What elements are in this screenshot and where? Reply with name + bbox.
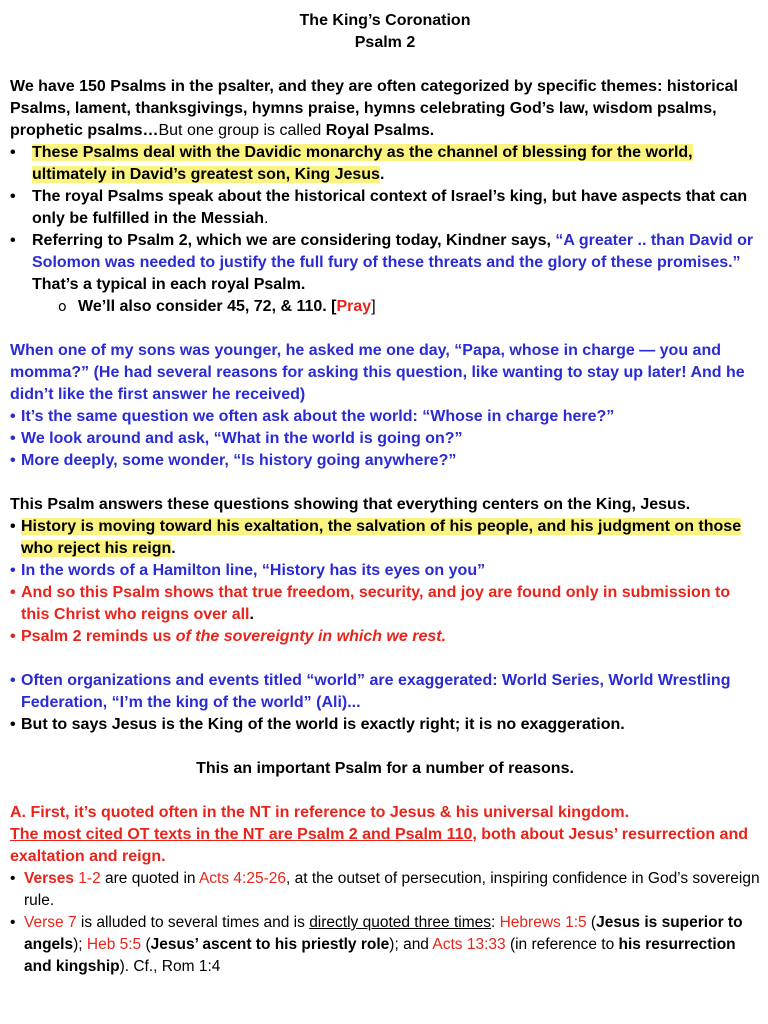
- list-item-text: We’ll also consider 45, 72, & 110. [: [78, 298, 337, 315]
- list-item-text: ). Cf., Rom 1:4: [119, 958, 221, 975]
- bold-text: Jesus is superior to angels: [24, 914, 743, 953]
- page-title: The King’s Coronation: [299, 12, 471, 29]
- list-item-text: , at the outset of persecution, inspiring confidence in God’s sovereign rule.: [24, 870, 760, 909]
- scripture-reference: Hebrews 1:5: [499, 914, 587, 931]
- list-item: [10, 230, 760, 296]
- pray-label: Pray: [336, 298, 372, 315]
- world-bullets: [10, 670, 760, 736]
- bold-text: Jesus’ ascent to his priestly role: [150, 936, 390, 953]
- bullet-icon: •: [10, 716, 16, 733]
- hamilton-quote: In the words of a Hamilton line, “History has its eyes on you”: [21, 562, 486, 579]
- list-item: [10, 912, 760, 978]
- list-item: [10, 516, 760, 560]
- kidner-quote: “A greater .. than David or Solomon was needed to justify the full fury of these threats and the glory of these promises.”: [32, 232, 754, 271]
- scripture-reference: Heb 5:5: [86, 936, 142, 953]
- list-item-text: More deeply, some wonder, “Is history going anywhere?”: [21, 452, 457, 469]
- bullet-icon: •: [10, 672, 16, 689]
- list-item: [10, 582, 760, 626]
- list-item-text: Referring to Psalm 2, which we are considering today, Kindner says,: [32, 232, 556, 249]
- bullet-icon: •: [10, 408, 16, 425]
- story-paragraph: When one of my sons was younger, he asked me one day, “Papa, whose in charge — you and momma?” (He had several reasons for asking this question, like wanting to stay up later! And he didn’t like the first answer he received): [10, 342, 745, 403]
- underlined-text: The most cited OT texts in the NT are Psalm 2 and Psalm 110: [10, 826, 473, 843]
- bullet-icon: •: [10, 232, 16, 249]
- list-item: [10, 186, 760, 230]
- story-bullets: [10, 406, 760, 472]
- list-item-text: Psalm 2 reminds us: [21, 628, 176, 645]
- list-item-text: The royal Psalms speak about the historical context of Israel’s king, but have aspects that can only be fulfilled in the Messiah: [32, 188, 748, 227]
- list-item-text: are quoted in: [100, 870, 199, 887]
- bullet-icon: •: [10, 870, 16, 887]
- intro-text: We have 150 Psalms in the psalter, and they are often categorized by specific themes: historical Psalms, lament, thanksgivings, hymns praise, hymns celebrating God’s law, wisdom psalms, prophetic psalms…: [10, 78, 738, 139]
- highlighted-text: These Psalms deal with the Davidic monarchy as the channel of blessing for the world, ultimately in David’s greatest son, King Jesus: [32, 144, 693, 183]
- bullet-icon: •: [10, 518, 16, 535]
- punctuation: ]: [371, 298, 376, 315]
- list-item: [10, 714, 760, 736]
- answer-bullets: [10, 516, 760, 648]
- bullet-icon: •: [10, 562, 16, 579]
- punctuation: :: [490, 914, 500, 931]
- bullet-icon: •: [10, 144, 16, 161]
- list-item-text: We look around and ask, “What in the world is going on?”: [21, 430, 463, 447]
- bold-text: his resurrection and kingship: [24, 936, 736, 975]
- list-item-text: (in reference to: [505, 936, 619, 953]
- section-a-text: , both about Jesus’ resurrection and exaltation and reign.: [10, 826, 748, 865]
- list-item-text: Often organizations and events titled “world” are exaggerated: World Series, World Wrestling Federation, “I’m the king of the world” (Ali)...: [21, 672, 731, 711]
- bullet-icon: •: [10, 628, 16, 645]
- italic-text: of the sovereignty in which we rest.: [175, 628, 447, 645]
- scripture-reference: Acts 13:33: [432, 936, 506, 953]
- list-item: [10, 868, 760, 912]
- bullet-icon: •: [10, 584, 16, 601]
- list-item: [10, 450, 760, 472]
- royal-psalm-bullets: [10, 142, 760, 318]
- section-a-subheading: [10, 824, 760, 868]
- underlined-text: directly quoted three times: [309, 914, 491, 931]
- page-subtitle: Psalm 2: [354, 34, 416, 51]
- section-a-points: [10, 868, 760, 978]
- bullet-icon: •: [10, 188, 16, 205]
- verses-label: Verses: [24, 870, 74, 887]
- royal-psalms-label: Royal Psalms.: [325, 122, 435, 139]
- intro-tail: But one group is called: [158, 122, 326, 139]
- punctuation: (: [586, 914, 597, 931]
- intro-paragraph: [10, 76, 760, 142]
- list-item: [10, 670, 760, 714]
- verse-label: Verse 7: [24, 914, 77, 931]
- list-item-text: That’s a typical in each royal Psalm.: [32, 276, 306, 293]
- punctuation: .: [264, 210, 269, 227]
- important-heading: This an important Psalm for a number of reasons.: [196, 760, 574, 777]
- highlighted-text: History is moving toward his exaltation, the salvation of his people, and his judgment on those who reject his reign: [21, 518, 742, 557]
- bullet-icon: •: [10, 914, 16, 931]
- punctuation: .: [249, 606, 254, 623]
- scripture-reference: Acts 4:25-26: [198, 870, 286, 887]
- list-item-text: But to says Jesus is the King of the world is exactly right; it is no exaggeration.: [21, 716, 625, 733]
- list-item: [10, 626, 760, 648]
- list-item-text: It’s the same question we often ask about the world: “Whose in charge here?”: [21, 408, 615, 425]
- list-item: [10, 406, 760, 428]
- verse-range: 1-2: [74, 870, 101, 887]
- list-item-text: is alluded to several times and is: [76, 914, 310, 931]
- answer-paragraph: This Psalm answers these questions showing that everything centers on the King, Jesus.: [10, 496, 691, 513]
- list-item: [10, 560, 760, 582]
- sub-list-item: [10, 296, 760, 318]
- punctuation: .: [379, 166, 385, 183]
- bullet-icon: •: [10, 452, 16, 469]
- punctuation: .: [171, 540, 176, 557]
- list-item: [10, 142, 760, 186]
- section-a-heading: A. First, it’s quoted often in the NT in reference to Jesus & his universal kingdom.: [10, 804, 630, 821]
- sub-bullet-icon: o: [58, 299, 67, 315]
- punctuation: (: [141, 936, 151, 953]
- list-item: [10, 428, 760, 450]
- punctuation: );: [73, 936, 87, 953]
- list-item-text: And so this Psalm shows that true freedom, security, and joy are found only in submission to this Christ who reigns over all: [21, 584, 731, 623]
- bullet-icon: •: [10, 430, 16, 447]
- list-item-text: ); and: [389, 936, 433, 953]
